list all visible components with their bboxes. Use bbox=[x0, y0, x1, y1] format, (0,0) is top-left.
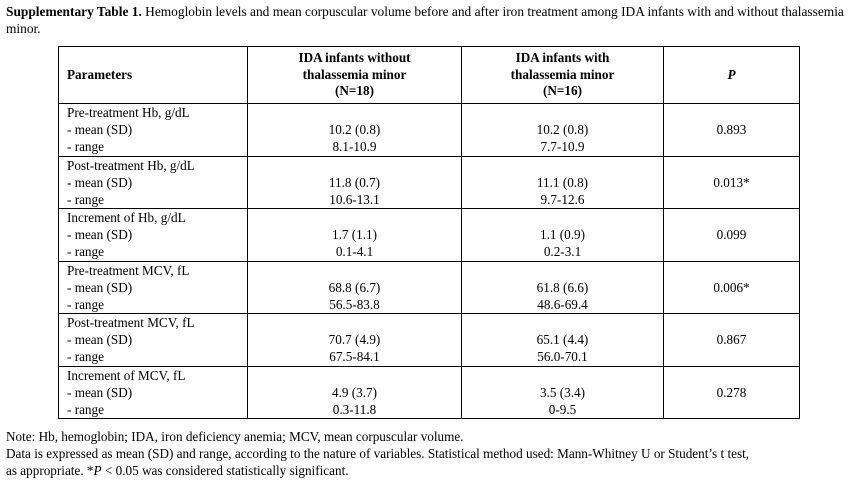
note-methods: Data is expressed as mean (SD) and range, according to the nature of variables. Statistical method used: Mann-Whitney U or Student’s t test, bbox=[6, 446, 750, 461]
table-row bbox=[59, 366, 800, 419]
spacer-line bbox=[248, 104, 461, 121]
spacer-line bbox=[462, 262, 663, 279]
value-cell-with-thalassemia bbox=[462, 261, 664, 314]
range-value: 10.6-13.1 bbox=[329, 191, 380, 207]
p-value: 0.006* bbox=[713, 279, 750, 295]
parameter-line: - mean (SD) bbox=[67, 279, 133, 295]
range-value: 56.0-70.1 bbox=[537, 349, 588, 364]
spacer-line bbox=[462, 104, 663, 121]
value-cell-with-thalassemia bbox=[462, 104, 664, 157]
table-row bbox=[59, 104, 800, 157]
p-value-cell bbox=[664, 314, 800, 367]
parameter-cell bbox=[59, 261, 248, 314]
header-row bbox=[59, 47, 800, 104]
table-notes bbox=[6, 428, 860, 479]
range-value: 0.3-11.8 bbox=[332, 401, 377, 417]
parameter-line: - mean (SD) bbox=[67, 174, 133, 190]
header-line: thalassemia minor bbox=[510, 66, 615, 82]
data-table bbox=[58, 46, 800, 419]
range-value: 0.1-4.1 bbox=[335, 244, 374, 259]
header-group-with-thalassemia bbox=[462, 47, 664, 104]
parameter-line: - mean (SD) bbox=[67, 332, 133, 347]
mean-sd-value: 61.8 (6.6) bbox=[536, 279, 589, 295]
parameter-line: - range bbox=[67, 296, 104, 312]
spacer-line bbox=[462, 209, 663, 226]
note-p-symbol: P bbox=[93, 463, 102, 478]
note-abbreviations: Note: Hb, hemoglobin; IDA, iron deficiency anemia; MCV, mean corpuscular volume. bbox=[6, 429, 464, 444]
p-value-cell bbox=[664, 156, 800, 209]
mean-sd-value: 70.7 (4.9) bbox=[328, 332, 381, 347]
spacer-line bbox=[664, 262, 799, 279]
caption-label: Supplementary Table 1. bbox=[6, 4, 142, 19]
mean-sd-value: 10.2 (0.8) bbox=[536, 122, 589, 137]
range-value: 48.6-69.4 bbox=[537, 296, 588, 312]
range-value: 67.5-84.1 bbox=[329, 349, 380, 364]
range-value: 8.1-10.9 bbox=[332, 139, 377, 154]
spacer-line bbox=[664, 157, 799, 174]
header-p-value: P bbox=[664, 47, 800, 104]
p-value: 0.893 bbox=[716, 122, 747, 137]
mean-sd-value: 68.8 (6.7) bbox=[328, 279, 381, 295]
p-value-cell bbox=[664, 104, 800, 157]
parameter-line: - range bbox=[67, 139, 104, 154]
p-value: 0.867 bbox=[716, 332, 747, 347]
spacer-line bbox=[664, 104, 799, 121]
parameter-line: Post-treatment MCV, fL bbox=[67, 315, 195, 330]
table-row bbox=[59, 314, 800, 367]
spacer-line bbox=[248, 209, 461, 226]
mean-sd-value: 3.5 (3.4) bbox=[539, 384, 586, 400]
header-line: thalassemia minor bbox=[302, 66, 407, 82]
parameter-cell bbox=[59, 156, 248, 209]
spacer-line bbox=[664, 314, 799, 331]
value-cell-with-thalassemia bbox=[462, 156, 664, 209]
header-line: (N=16) bbox=[542, 83, 582, 99]
header-group-without-thalassemia bbox=[248, 47, 462, 104]
p-value: 0.099 bbox=[716, 227, 747, 242]
parameter-line: - mean (SD) bbox=[67, 122, 133, 137]
parameter-line: Pre-treatment Hb, g/dL bbox=[67, 105, 190, 120]
note-text: < 0.05 was considered statistically significant. bbox=[101, 463, 349, 478]
value-cell-with-thalassemia bbox=[462, 209, 664, 262]
spacer-line bbox=[462, 157, 663, 174]
parameter-line: Post-treatment Hb, g/dL bbox=[67, 157, 195, 173]
parameter-line: Increment of MCV, fL bbox=[67, 367, 186, 383]
value-cell-without-thalassemia bbox=[248, 314, 462, 367]
header-line: IDA infants without bbox=[298, 50, 411, 66]
range-value: 0.2-3.1 bbox=[543, 244, 582, 259]
mean-sd-value: 4.9 (3.7) bbox=[331, 384, 378, 400]
header-parameters: Parameters bbox=[59, 47, 248, 104]
p-value: 0.013* bbox=[713, 174, 750, 190]
parameter-line: - range bbox=[67, 349, 104, 364]
caption-text: Hemoglobin levels and mean corpuscular volume before and after iron treatment among IDA infants with and without thalassemia minor. bbox=[6, 4, 844, 36]
parameter-line: - mean (SD) bbox=[67, 384, 133, 400]
spacer-line bbox=[664, 367, 799, 384]
parameter-line: - range bbox=[67, 244, 104, 259]
header-line: (N=18) bbox=[334, 83, 374, 99]
spacer-line bbox=[248, 314, 461, 331]
note-text: as appropriate. * bbox=[6, 463, 94, 478]
table-caption bbox=[6, 3, 858, 37]
parameter-line: - mean (SD) bbox=[67, 227, 133, 242]
spacer-line bbox=[664, 209, 799, 226]
parameter-cell bbox=[59, 104, 248, 157]
value-cell-without-thalassemia bbox=[248, 261, 462, 314]
value-cell-with-thalassemia bbox=[462, 366, 664, 419]
mean-sd-value: 65.1 (4.4) bbox=[536, 332, 589, 347]
range-value: 56.5-83.8 bbox=[329, 296, 380, 312]
parameter-line: Increment of Hb, g/dL bbox=[67, 210, 186, 225]
spacer-line bbox=[462, 367, 663, 384]
table-row bbox=[59, 261, 800, 314]
p-value-cell bbox=[664, 261, 800, 314]
spacer-line bbox=[248, 262, 461, 279]
value-cell-with-thalassemia bbox=[462, 314, 664, 367]
p-value: 0.278 bbox=[716, 384, 747, 400]
range-value: 7.7-10.9 bbox=[540, 139, 585, 154]
mean-sd-value: 1.1 (0.9) bbox=[539, 227, 586, 242]
parameter-cell bbox=[59, 209, 248, 262]
spacer-line bbox=[248, 157, 461, 174]
spacer-line bbox=[462, 314, 663, 331]
p-value-cell bbox=[664, 209, 800, 262]
range-value: 0-9.5 bbox=[548, 401, 577, 417]
parameter-cell bbox=[59, 366, 248, 419]
parameter-line: - range bbox=[67, 191, 104, 207]
p-value-cell bbox=[664, 366, 800, 419]
value-cell-without-thalassemia bbox=[248, 156, 462, 209]
parameter-line: - range bbox=[67, 401, 104, 417]
spacer-line bbox=[248, 367, 461, 384]
value-cell-without-thalassemia bbox=[248, 104, 462, 157]
mean-sd-value: 10.2 (0.8) bbox=[328, 122, 381, 137]
parameter-line: Pre-treatment MCV, fL bbox=[67, 262, 190, 278]
mean-sd-value: 11.8 (0.7) bbox=[328, 174, 381, 190]
header-line: IDA infants with bbox=[515, 50, 610, 66]
value-cell-without-thalassemia bbox=[248, 366, 462, 419]
range-value: 9.7-12.6 bbox=[540, 191, 585, 207]
table-row bbox=[59, 209, 800, 262]
mean-sd-value: 11.1 (0.8) bbox=[536, 174, 589, 190]
value-cell-without-thalassemia bbox=[248, 209, 462, 262]
note-significance bbox=[6, 462, 860, 479]
table-row bbox=[59, 156, 800, 209]
parameter-cell bbox=[59, 314, 248, 367]
mean-sd-value: 1.7 (1.1) bbox=[331, 227, 378, 242]
